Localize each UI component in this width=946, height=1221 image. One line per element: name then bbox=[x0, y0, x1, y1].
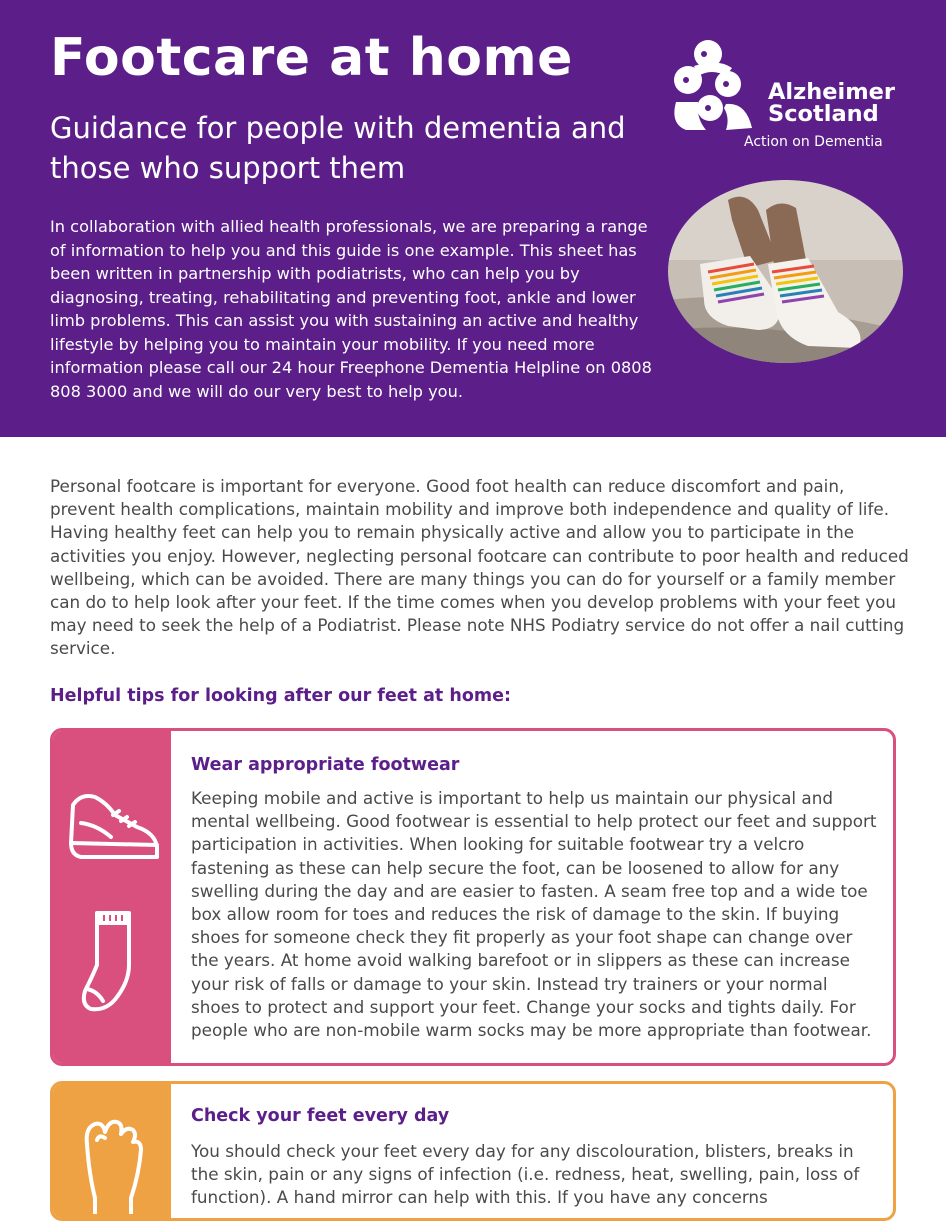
card-icon-panel bbox=[53, 731, 171, 1063]
card-title: Wear appropriate footwear bbox=[191, 755, 460, 775]
header-banner bbox=[0, 0, 946, 437]
sock-icon bbox=[79, 909, 149, 1015]
logo-tagline: Action on Dementia bbox=[744, 134, 883, 150]
logo-wordmark bbox=[768, 81, 895, 125]
intro-paragraph: In collaboration with allied health professionals, we are preparing a range of information to help you and this guide is one example. This sheet has been written in partnership with podiatrists, who can help you by diagnosing, treating, rehabilitating and preventing foot, ankle and lower limb problems. This can assist you with sustaining an active and healthy lifestyle by helping you to maintain your mobility. If you need more information please call our 24 hour Freephone Dementia Helpline on 0808 808 3000 and we will do our very best to help you. bbox=[50, 217, 652, 401]
shoe-icon bbox=[67, 775, 163, 865]
body-paragraph: Personal footcare is important for everyone. Good foot health can reduce discomfort and pain, prevent health complications, maintain mobility and improve both independence and quality of life. Having healthy feet can help you to remain physically active and allow you to participate in the activities you enjoy. However, neglecting personal footcare can contribute to poor health and reduced wellbeing, which can be avoided. There are many things you can do for yourself or a family member can do to help look after your feet. If the time comes when you develop problems with your feet you may need to seek the help of a Podiatrist. Please note NHS Podiatry service do not offer a nail cutting service. bbox=[50, 476, 909, 659]
logo-figures-icon bbox=[666, 32, 776, 137]
tips-heading: Helpful tips for looking after our feet at home: bbox=[50, 686, 511, 706]
card-icon-panel bbox=[53, 1084, 171, 1218]
socks-photo bbox=[668, 180, 903, 363]
card-title: Check your feet every day bbox=[191, 1106, 450, 1126]
card-text: You should check your feet every day for any discolouration, blisters, breaks in the skin, pain or any signs of infection (i.e. redness, heat, swelling, pain, loss of function). A hand mirror can help with this. If you have any concerns bbox=[191, 1141, 860, 1208]
tip-card-check-feet bbox=[50, 1081, 896, 1221]
foot-icon bbox=[79, 1114, 149, 1214]
page-title: Footcare at home bbox=[50, 28, 573, 88]
logo-name-line2: Scotland bbox=[768, 101, 879, 127]
page-subtitle: Guidance for people with dementia and those who support them bbox=[50, 111, 626, 185]
alzheimer-scotland-logo bbox=[666, 32, 906, 162]
feet-in-socks-image bbox=[668, 180, 903, 363]
logo-name-line1: Alzheimer bbox=[768, 79, 896, 105]
card-text: Keeping mobile and active is important to help us maintain our physical and mental wellbeing. Good footwear is essential to help protect our feet and support participation in activities. When looking for suitable footwear try a velcro fastening as these can help secure the foot, can be loosened to allow for any swelling during the day and are easier to fasten. A seam free top and a wide toe box allow room for toes and reduces the risk of damage to the skin. If buying shoes for someone check they fit properly as your foot shape can change over the years. At home avoid walking barefoot or in slippers as these can increase your risk of falls or damage to your skin. Instead try trainers or your normal shoes to protect and support your feet. Change your socks and tights daily. For people who are non-mobile warm socks may be more appropriate than footwear. bbox=[191, 788, 877, 1041]
tip-card-footwear bbox=[50, 728, 896, 1066]
